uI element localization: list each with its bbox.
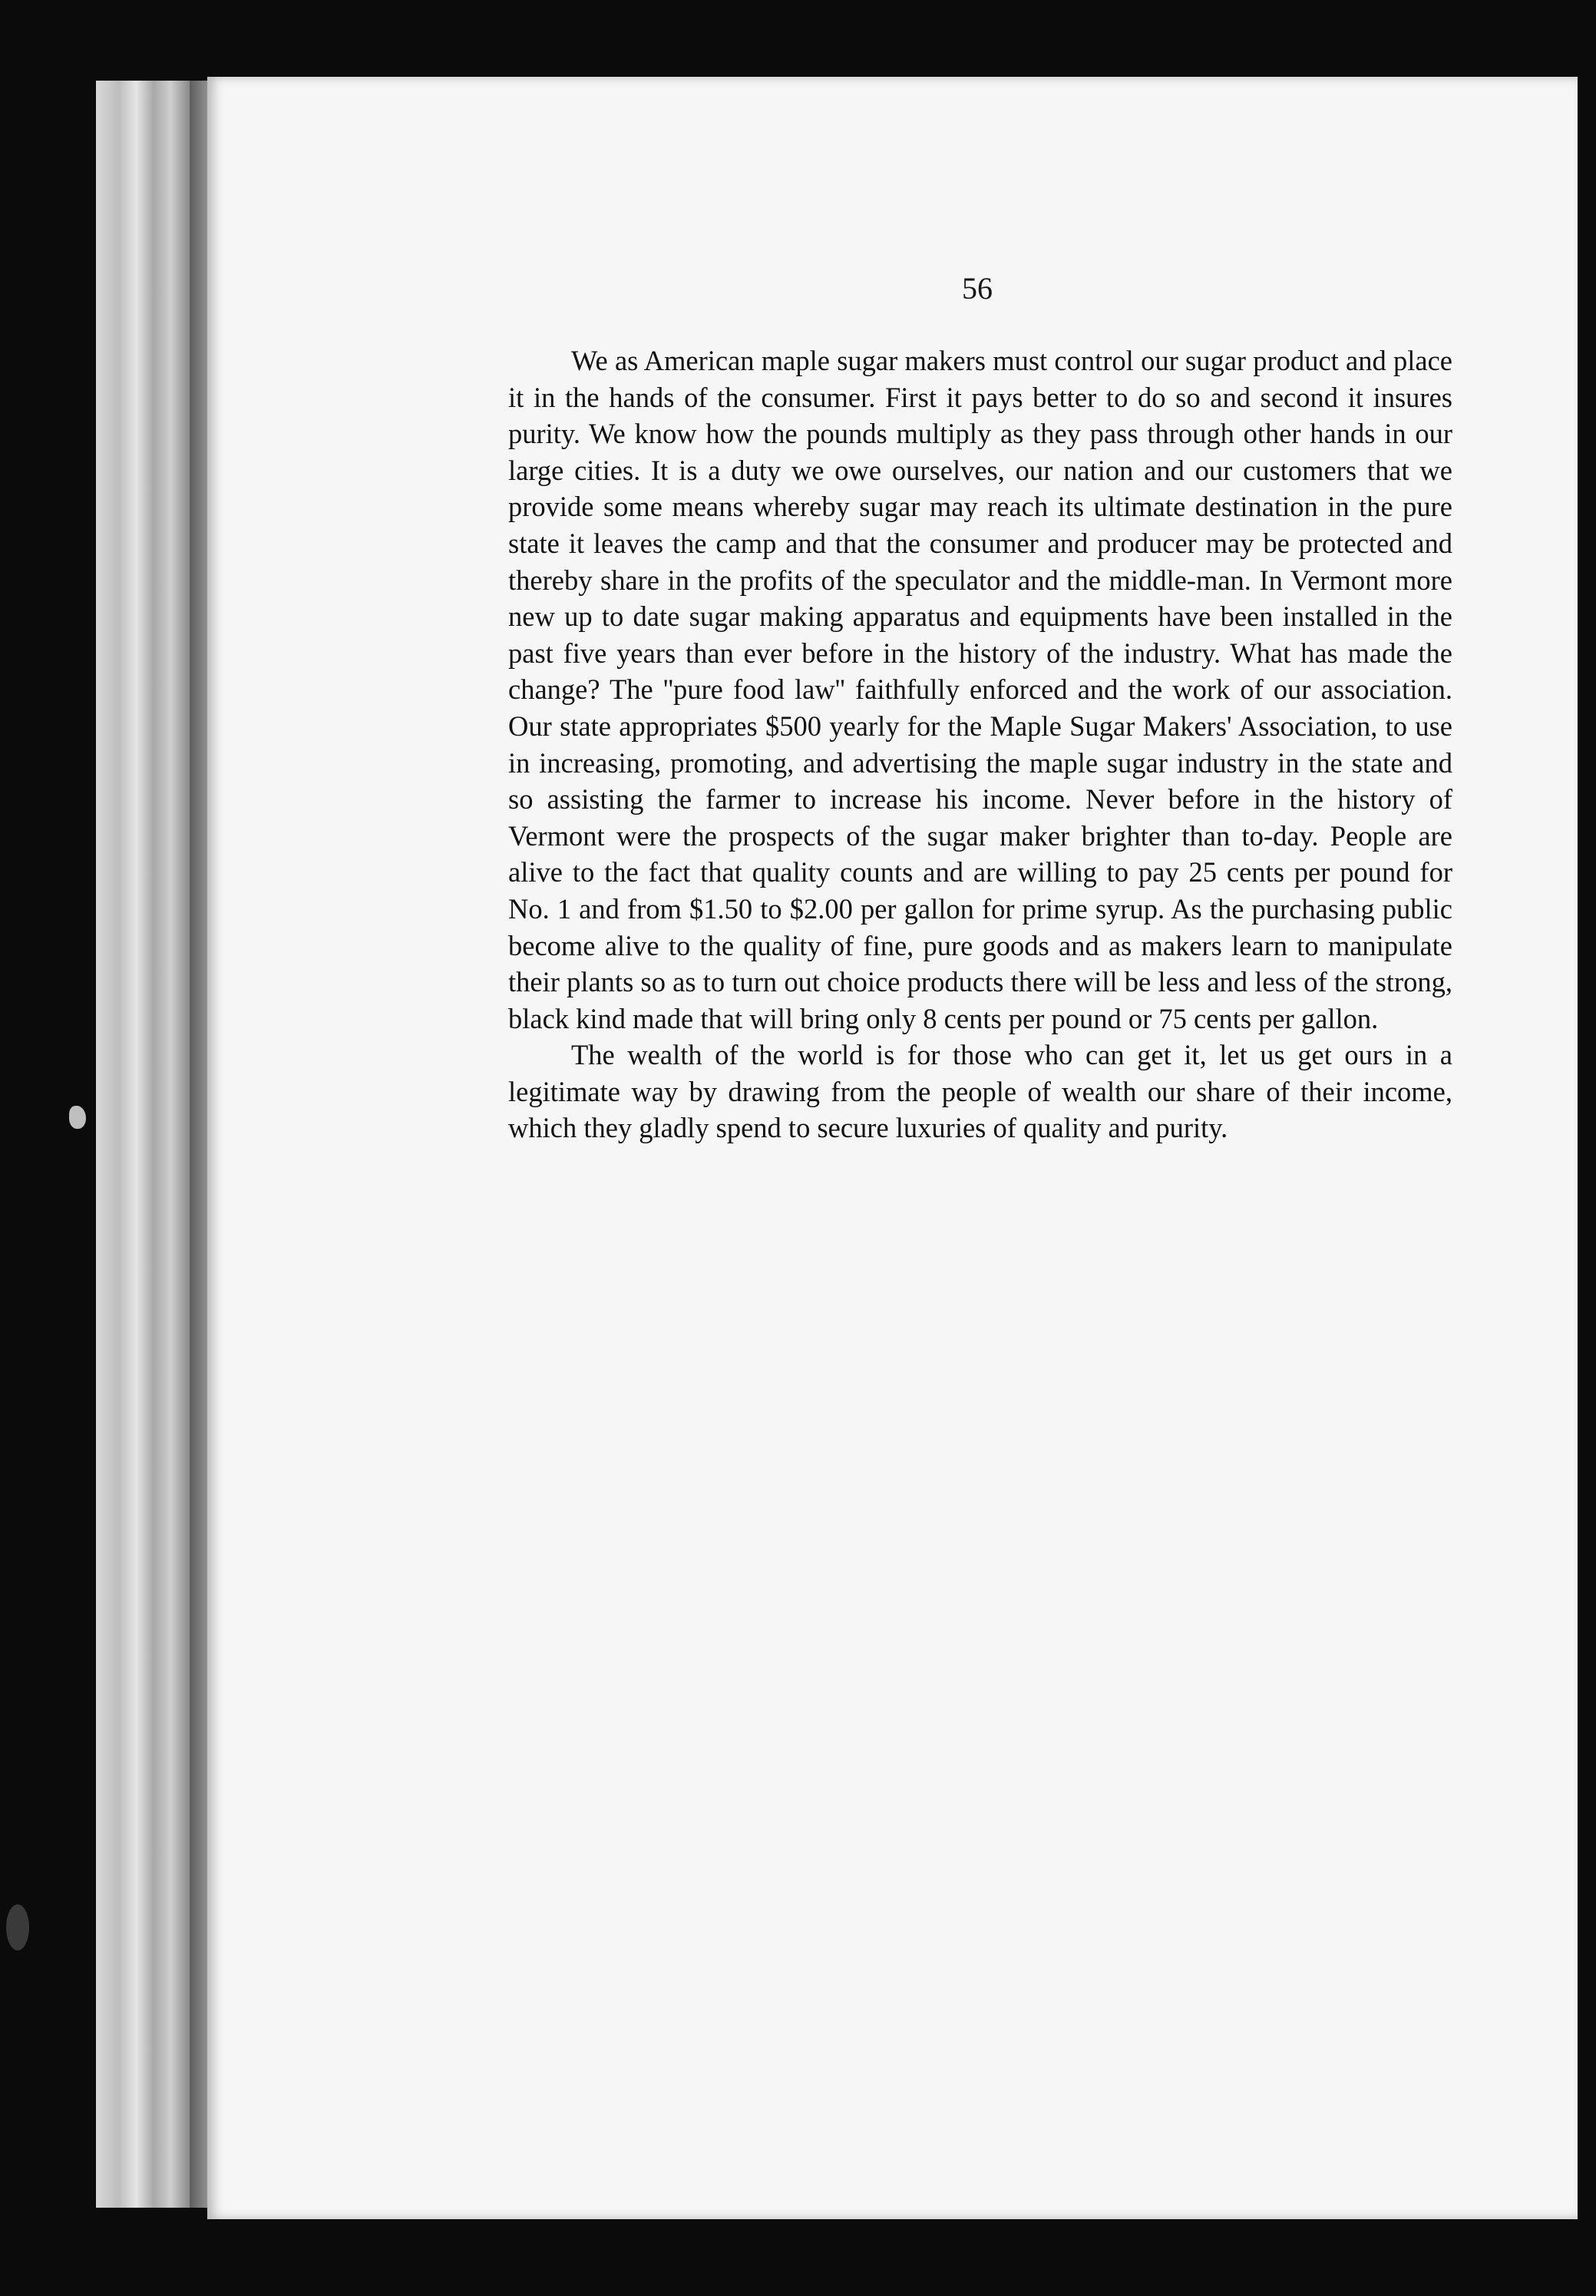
paragraph: We as American maple sugar makers must control our sugar product and place it in the hands of the consumer. First it pays better to do so and second it insures purity. We know how the pounds multiply as they pass through other hands in our large cities. It is a duty we owe ourselves, our nation and our customers that we provide some means whereby sugar may reach its ultimate destination in the pure state it leaves the camp and that the consumer and producer may be protected and thereby share in the profits of the speculator and the middle-man. In Vermont more new up to date sugar making apparatus and equipments have been installed in the past five years than ever before in the history of the industry. What has made the change? The ''pure food law'' faithfully enforced and the work of our association. Our state appropriates $500 yearly for the Maple Sugar Makers' Association, to use in increasing, promoting, and advertising the maple sugar industry in the state and so assisting the farmer to increase his income. Never before in the history of Vermont were the prospects of the sugar maker brighter than to-day. People are alive to the fact that quality counts and are willing to pay 25 cents per pound for No. 1 and from $1.50 to $2.00 per gallon for prime syrup. As the purchasing public become alive to the quality of fine, pure goods and as makers learn to manipulate their plants so as to turn out choice products there will be less and less of the strong, black kind made that will bring only 8 cents per pound or 75 cents per gallon. bbox=[508, 345, 1452, 1034]
scan-left-edge bbox=[96, 81, 211, 2208]
paragraph: The wealth of the world is for those who can get it, let us get ours in a legitimate way by drawing from the people of wealth our share of their income, which they gladly spend to secure luxuries of quality and purity. bbox=[508, 1039, 1452, 1144]
body-text bbox=[508, 342, 1452, 1146]
page-number: 56 bbox=[962, 271, 993, 306]
scan-speck bbox=[6, 1904, 29, 1950]
scan-speck bbox=[69, 1106, 86, 1129]
